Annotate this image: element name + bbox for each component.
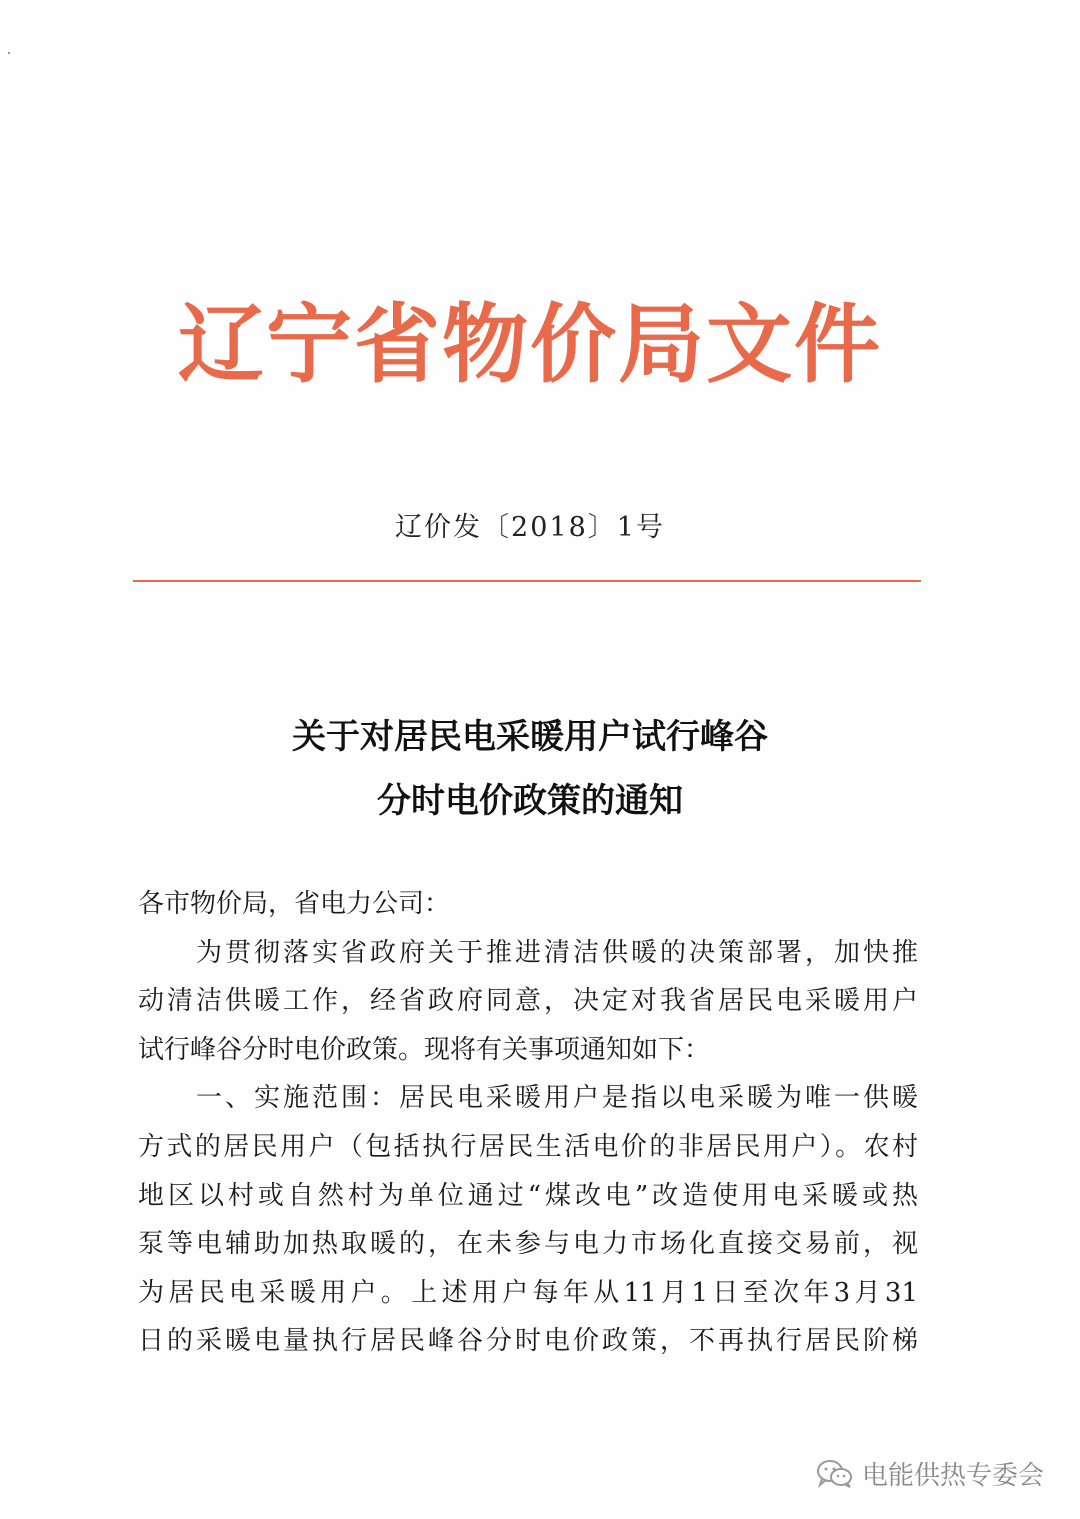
watermark-label: 电能供热专委会 (861, 1461, 1044, 1491)
scan-speck (8, 52, 10, 54)
body-line: 为贯彻落实省政府关于推进清洁供暖的决策部署，加快推 (138, 937, 918, 968)
body-line: 日的采暖电量执行居民峰谷分时电价政策，不再执行居民阶梯 (138, 1326, 918, 1357)
notice-body (138, 880, 918, 1366)
wechat-icon (816, 1459, 854, 1489)
red-divider-line (133, 580, 921, 582)
body-line: 一、实施范围：居民电采暖用户是指以电采暖为唯一供暖 (138, 1083, 918, 1114)
body-line: 为居民电采暖用户。上述用户每年从11月1日至次年3月31 (138, 1277, 918, 1308)
notice-title (130, 705, 930, 833)
body-line: 泵等电辅助加热取暖的，在未参与电力市场化直接交易前，视 (138, 1229, 918, 1260)
document-number: 辽价发〔2018〕1号 (395, 512, 665, 543)
salutation-line: 各市物价局，省电力公司： (138, 889, 451, 919)
notice-title-line-1: 关于对居民电采暖用户试行峰谷 (292, 717, 768, 757)
notice-title-line-2: 分时电价政策的通知 (377, 781, 683, 821)
masthead-title: 辽宁省物价局文件 (178, 294, 882, 395)
body-line: 方式的居民用户（包括执行居民生活电价的非居民用户）。农村 (138, 1131, 918, 1162)
body-line: 动清洁供暖工作，经省政府同意，决定对我省居民电采暖用户 (138, 986, 918, 1017)
body-line: 试行峰谷分时电价政策。现将有关事项通知如下： (138, 1034, 711, 1065)
wechat-watermark (816, 1455, 1044, 1492)
body-line: 地区以村或自然村为单位通过“煤改电”改造使用电采暖或热 (138, 1180, 918, 1211)
